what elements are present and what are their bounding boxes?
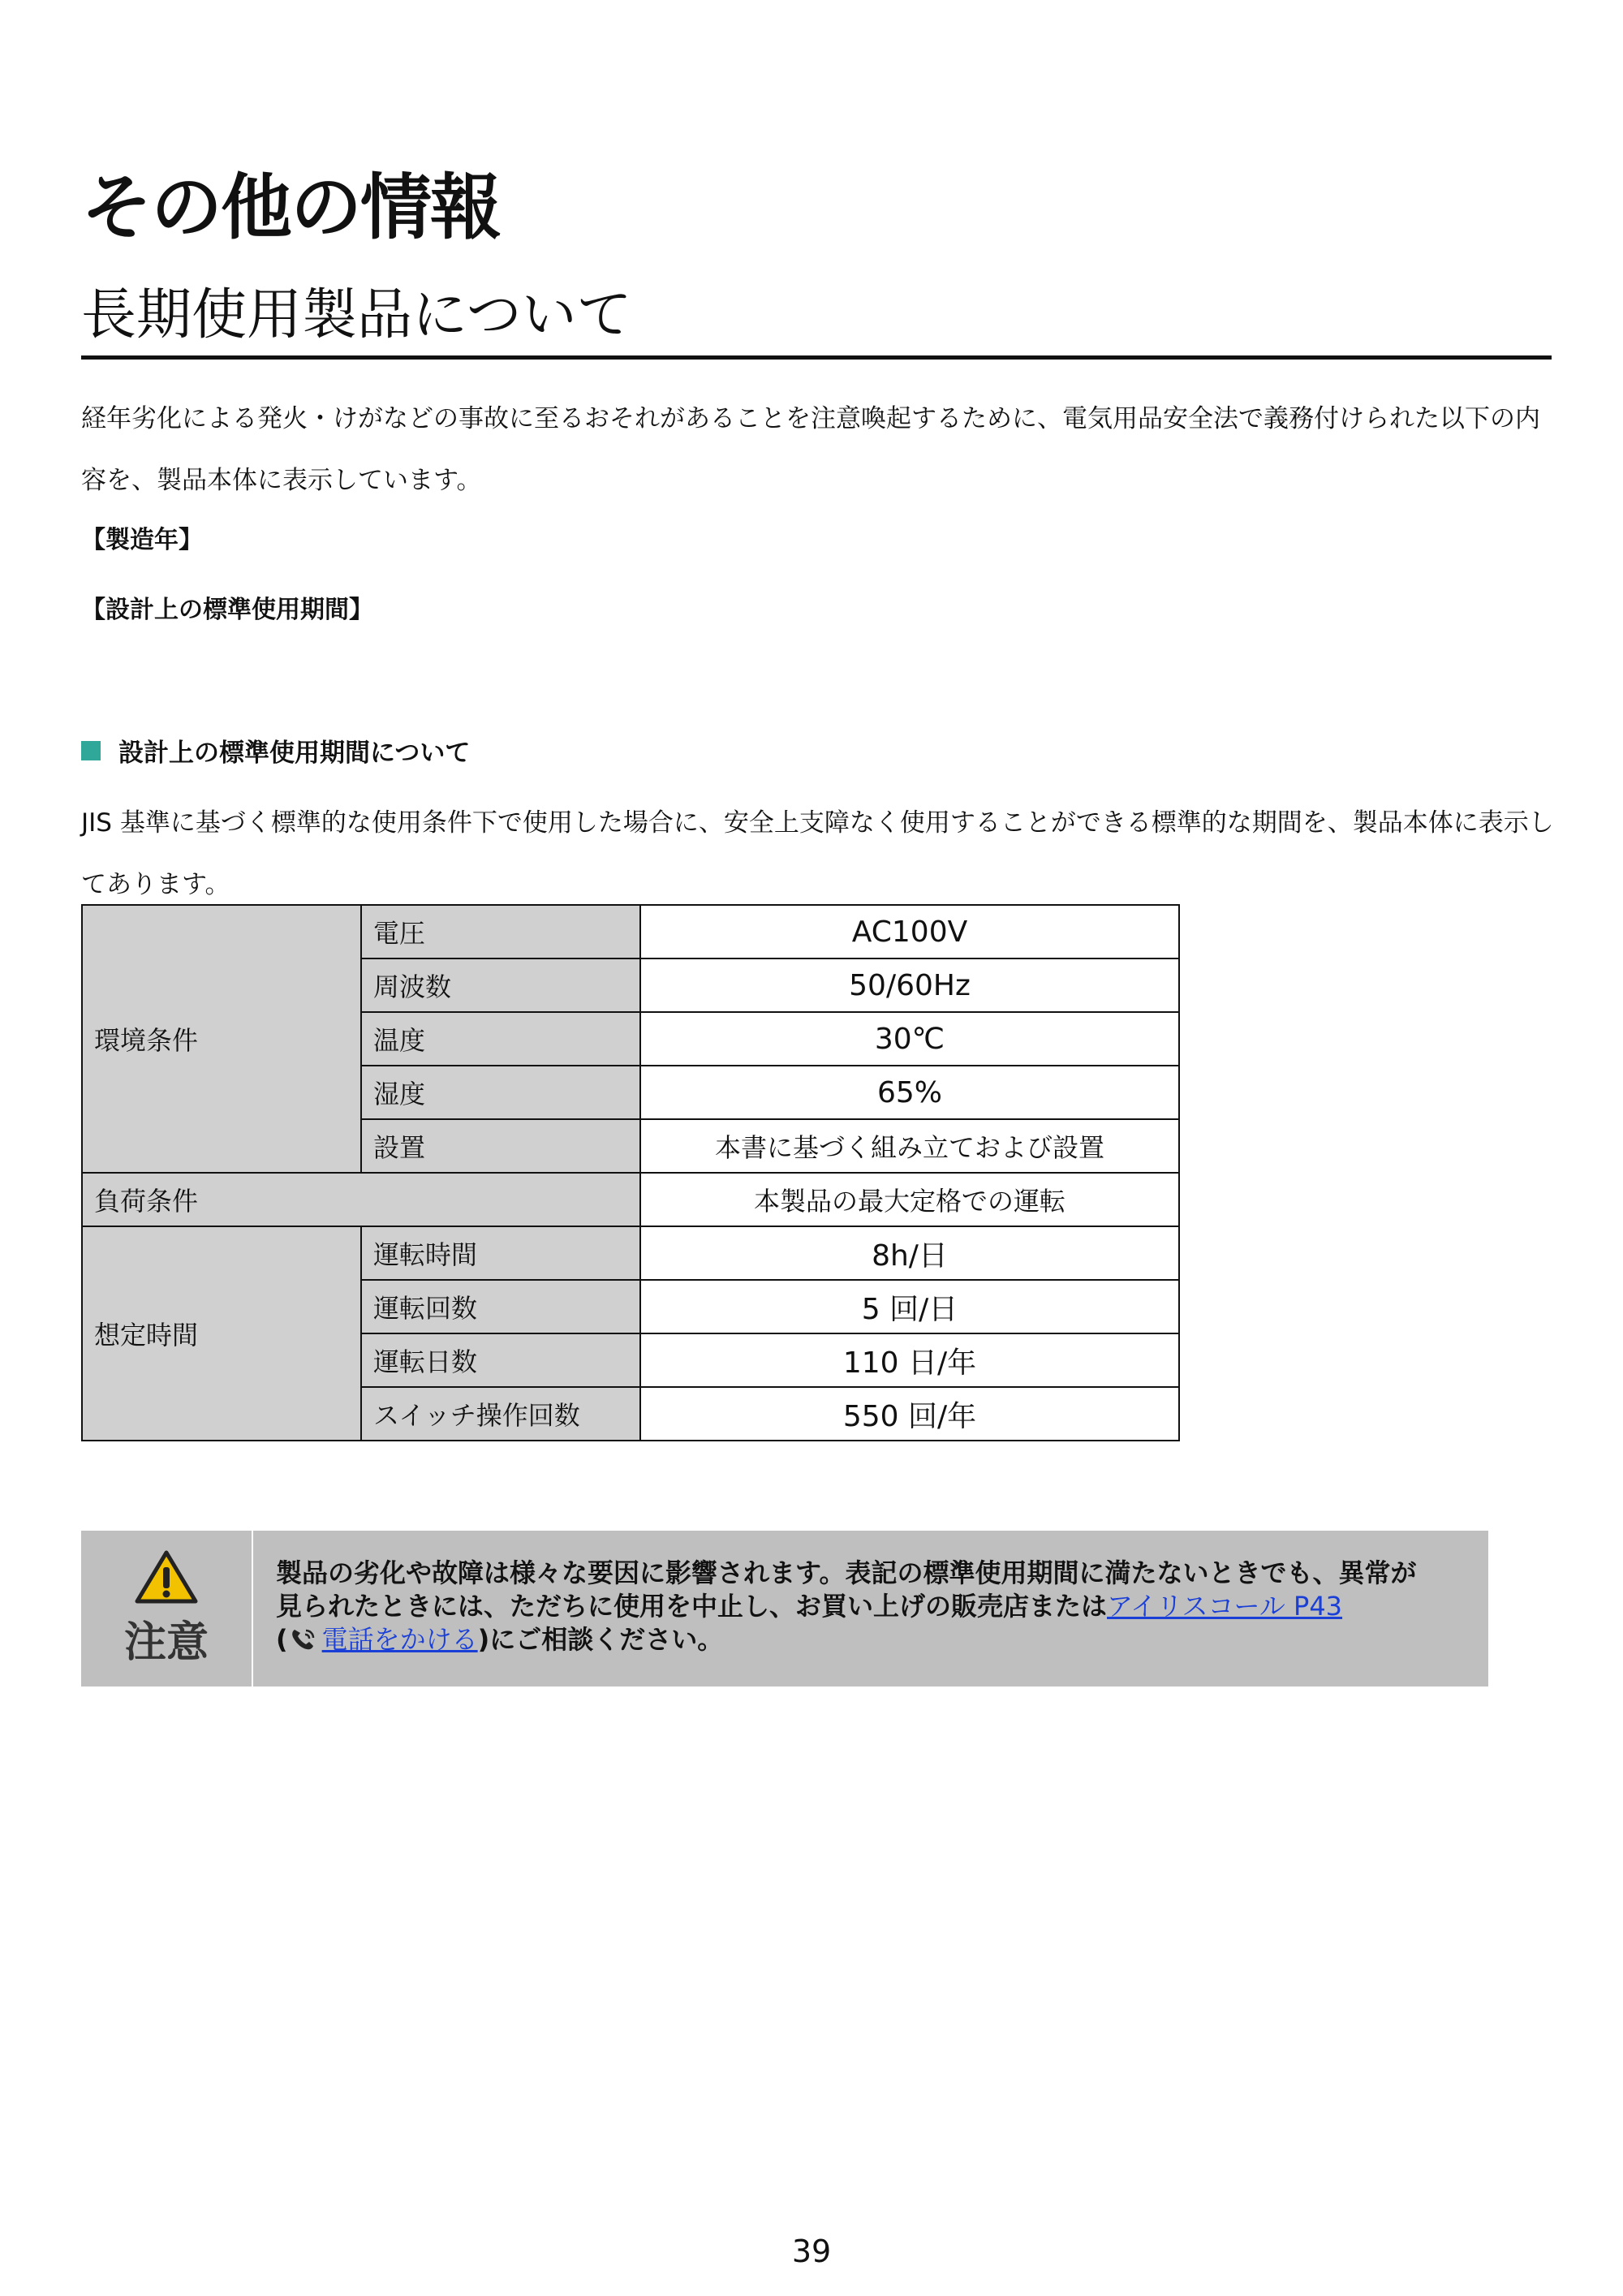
subheading <box>81 732 470 769</box>
row-value: 本書に基づく組み立ておよび設置 <box>640 1119 1179 1173</box>
row-value: 550 回/年 <box>640 1387 1179 1441</box>
row-label: 設置 <box>361 1119 640 1173</box>
warning-triangle-icon <box>134 1549 199 1605</box>
row-value: 8h/日 <box>640 1226 1179 1280</box>
caution-box <box>81 1531 1488 1686</box>
row-label: 温度 <box>361 1012 640 1066</box>
row-value: 5 回/日 <box>640 1280 1179 1333</box>
intro-paragraph: 経年劣化による発火・けがなどの事故に至るおそれがあることを注意喚起するために、電気用品安全法で義務付けられた以下の内容を、製品本体に表示しています。 <box>81 404 1540 495</box>
env-group-cell: 環境条件 <box>82 905 361 1173</box>
row-label: 周波数 <box>361 958 640 1012</box>
load-value-cell: 本製品の最大定格での運転 <box>640 1173 1179 1226</box>
page-number: 39 <box>791 2234 832 2269</box>
iris-call-link[interactable]: アイリスコール P43 <box>1107 1591 1343 1622</box>
row-value: AC100V <box>640 905 1179 958</box>
square-bullet-icon <box>81 741 101 760</box>
standard-period-label: 【設計上の標準使用期間】 <box>81 596 373 624</box>
load-label-cell: 負荷条件 <box>82 1173 640 1226</box>
table-row <box>82 1226 1179 1280</box>
row-label: 運転日数 <box>361 1333 640 1387</box>
manufacture-year-label: 【製造年】 <box>81 526 203 554</box>
spec-table <box>81 904 1180 1441</box>
caution-text <box>253 1531 1461 1686</box>
caution-line <box>276 1590 1461 1623</box>
call-phone-link[interactable]: 電話をかける <box>321 1624 478 1655</box>
caution-line-end: )にご相談ください。 <box>477 1624 724 1655</box>
row-value: 110 日/年 <box>640 1333 1179 1387</box>
paren-open: ( <box>276 1624 288 1655</box>
section-heading: 長期使用製品について <box>81 282 1552 360</box>
caution-line-text: 見られたときには、ただちに使用を中止し、お買い上げの販売店または <box>276 1591 1108 1622</box>
row-label: 湿度 <box>361 1066 640 1119</box>
table-row <box>82 905 1179 958</box>
caution-label: 注意 <box>123 1618 209 1667</box>
row-label: スイッチ操作回数 <box>361 1387 640 1441</box>
caution-line: 製品の劣化や故障は様々な要因に影響されます。表記の標準使用期間に満たないときでも、異常が <box>276 1557 1417 1588</box>
caution-badge <box>81 1531 253 1686</box>
period-description: JIS 基準に基づく標準的な使用条件下で使用した場合に、安全上支障なく使用することができる標準的な期間を、製品本体に表示してあります。 <box>81 808 1554 899</box>
page-title: その他の情報 <box>81 166 501 249</box>
row-label: 運転回数 <box>361 1280 640 1333</box>
time-group-cell: 想定時間 <box>82 1226 361 1441</box>
phone-icon <box>290 1627 317 1652</box>
subheading-text: 設計上の標準使用期間について <box>118 739 471 768</box>
table-row <box>82 1173 1179 1226</box>
caution-line <box>276 1623 1461 1656</box>
row-value: 65% <box>640 1066 1179 1119</box>
row-value: 30℃ <box>640 1012 1179 1066</box>
row-label: 電圧 <box>361 905 640 958</box>
row-value: 50/60Hz <box>640 958 1179 1012</box>
row-label: 運転時間 <box>361 1226 640 1280</box>
